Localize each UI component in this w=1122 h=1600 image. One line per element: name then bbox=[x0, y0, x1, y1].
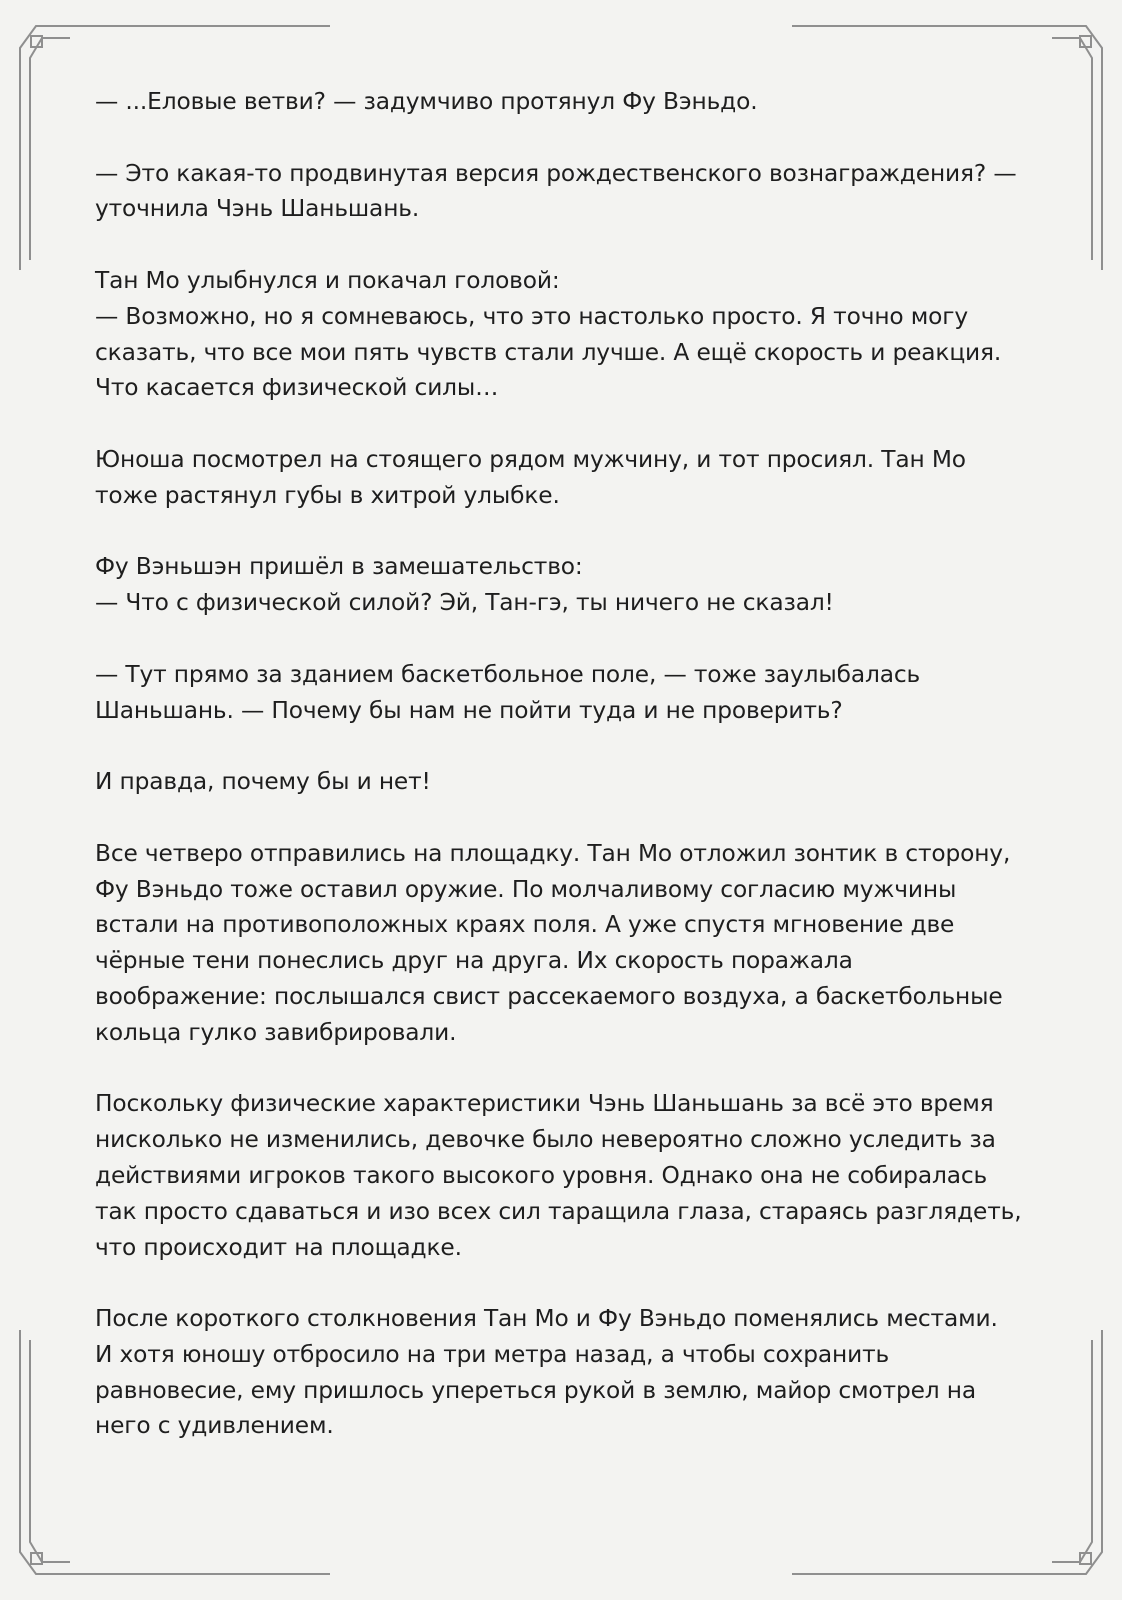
text-line: Тан Мо улыбнулся и покачал головой: bbox=[95, 266, 560, 294]
paragraph bbox=[95, 156, 1030, 228]
text-line: равновесие, ему пришлось упереться рукой в землю, майор смотрел на bbox=[95, 1376, 976, 1404]
text-line: действиями игроков такого высокого уровня. Однако она не собиралась bbox=[95, 1161, 988, 1189]
text-line: сказать, что все мои пять чувств стали лучше. А ещё скорость и реакция. bbox=[95, 338, 1002, 366]
text-line: — ...Еловые ветви? — задумчиво протянул Фу Вэньдо. bbox=[95, 88, 758, 115]
paragraph bbox=[95, 549, 1030, 621]
text-line: После короткого столкновения Тан Мо и Фу Вэньдо поменялись местами. bbox=[95, 1305, 998, 1333]
text-line: — Что с физической силой? Эй, Тан-гэ, ты ничего не сказал! bbox=[95, 589, 834, 617]
paragraph bbox=[95, 1086, 1030, 1265]
text-line: встали на противоположных краях поля. А уже спустя мгновение две bbox=[95, 911, 955, 939]
text-line: кольца гулко завибрировали. bbox=[95, 1018, 457, 1046]
text-line: Шаньшань. — Почему бы нам не пойти туда и не проверить? bbox=[95, 696, 843, 724]
text-line: — Тут прямо за зданием баскетбольное поле, — тоже заулыбалась bbox=[95, 660, 921, 688]
text-line: Юноша посмотрел на стоящего рядом мужчину, и тот просиял. Тан Мо bbox=[95, 445, 966, 473]
text-line: Все четверо отправились на площадку. Тан Мо отложил зонтик в сторону, bbox=[95, 839, 1011, 867]
paragraph bbox=[95, 1301, 1030, 1444]
text-line: И правда, почему бы и нет! bbox=[95, 768, 431, 796]
paragraph bbox=[95, 836, 1030, 1051]
text-line: что происходит на площадке. bbox=[95, 1233, 462, 1261]
text-line: — Это какая-то продвинутая версия рождественского вознаграждения? — bbox=[95, 159, 1017, 187]
paragraph bbox=[95, 442, 1030, 514]
text-line: Поскольку физические характеристики Чэнь Шаньшань за всё это время bbox=[95, 1090, 994, 1118]
text-line: нисколько не изменились, девочке было невероятно сложно уследить за bbox=[95, 1126, 996, 1154]
text-line: воображение: послышался свист рассекаемого воздуха, а баскетбольные bbox=[95, 982, 1003, 1010]
text-line: так просто сдаваться и изо всех сил таращила глаза, стараясь разглядеть, bbox=[95, 1197, 1022, 1225]
paragraph bbox=[95, 764, 1030, 800]
paragraph bbox=[95, 84, 1030, 120]
chapter-text bbox=[95, 84, 1030, 1480]
text-line: Что касается физической силы… bbox=[95, 374, 499, 402]
text-line: — Возможно, но я сомневаюсь, что это настолько просто. Я точно могу bbox=[95, 302, 969, 330]
text-line: чёрные тени понеслись друг на друга. Их скорость поражала bbox=[95, 947, 853, 975]
paragraph bbox=[95, 263, 1030, 406]
text-line: Фу Вэньшэн пришёл в замешательство: bbox=[95, 553, 583, 581]
text-line: тоже растянул губы в хитрой улыбке. bbox=[95, 481, 560, 509]
text-line: него с удивлением. bbox=[95, 1412, 334, 1440]
text-line: И хотя юношу отбросило на три метра назад, а чтобы сохранить bbox=[95, 1340, 890, 1368]
text-line: уточнила Чэнь Шаньшань. bbox=[95, 195, 420, 223]
paragraph bbox=[95, 657, 1030, 729]
text-line: Фу Вэньдо тоже оставил оружие. По молчаливому согласию мужчины bbox=[95, 875, 957, 903]
